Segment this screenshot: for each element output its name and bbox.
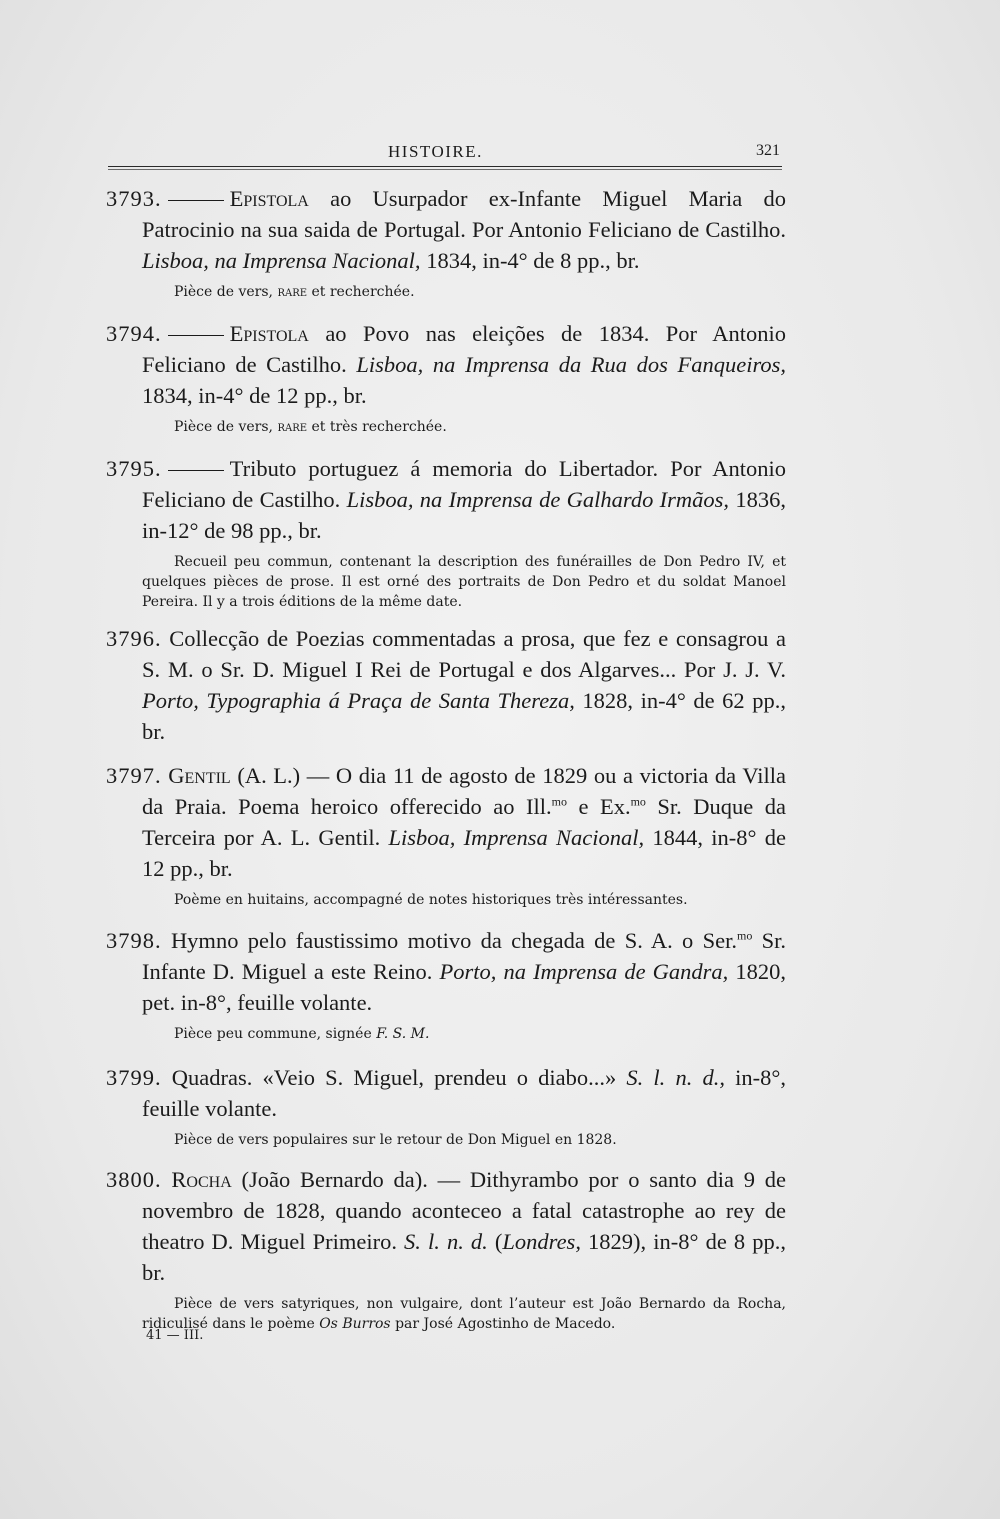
entry-body xyxy=(106,183,786,276)
entry-collation: 1834, in-4° de 12 pp., br. xyxy=(142,383,367,408)
entry-note: Pièce de vers populaires sur le retour de Don Miguel en 1828. xyxy=(174,1132,617,1148)
entry-body xyxy=(106,318,786,411)
entry-title: Hymno pelo faustissimo motivo da chegada de S. A. o Ser. xyxy=(170,928,737,953)
entry-body xyxy=(106,1062,786,1124)
note-initials: F. S. M. xyxy=(376,1026,430,1042)
superscript: mo xyxy=(551,794,567,809)
entry-title: Collecção de Poezias commentadas a prosa, que fez e consagrou a S. M. o Sr. D. Miguel I Rei de Portugal e dos Algarves... Por J. J. V. xyxy=(142,626,787,682)
entry-title: Dithyrambo por o santo dia 9 de novembro de 1828, quando aconteceo a fatal catastrophe ao rey de theatro D. Miguel Primeiro. xyxy=(142,1167,786,1254)
entry-body xyxy=(106,623,786,747)
entry-author: Epistola xyxy=(229,186,309,211)
entry-note xyxy=(106,1024,786,1044)
entry-author: Gentil xyxy=(168,763,231,788)
entry-number: 3796. xyxy=(106,626,162,651)
catalog-entry-3799 xyxy=(106,1062,786,1150)
catalog-entry-3793 xyxy=(106,183,786,302)
entry-title: O dia 11 de agosto de 1829 ou a victoria da Villa da Praia. Poema heroico offerecido ao Ill. xyxy=(142,763,787,819)
entry-body xyxy=(106,925,786,1018)
entry-collation: 1829), in-8° de 8 pp., br. xyxy=(142,1229,786,1285)
entry-collation: 1836, in-12° de 98 pp., br. xyxy=(142,487,787,543)
note-text: et très recherchée. xyxy=(307,419,447,435)
note-text: Pièce de vers, xyxy=(174,284,278,300)
page-number: 321 xyxy=(756,142,780,159)
entry-title-cont: Sr. Duque da Terceira por A. L. Gentil. xyxy=(142,794,787,850)
entry-imprint: Porto, na Imprensa de Gandra, xyxy=(439,959,729,984)
entry-imprint: S. l. n. d. xyxy=(404,1229,488,1254)
entry-author: Epistola xyxy=(229,321,309,346)
note-text: et recherchée. xyxy=(307,284,415,300)
entry-number: 3793. xyxy=(106,186,162,211)
catalog-entry-3800 xyxy=(106,1164,786,1334)
entry-note: Poème en huitains, accompagné de notes historiques très intéressantes. xyxy=(174,892,688,908)
entry-collation: 1844, in-8° de 12 pp., br. xyxy=(142,825,786,881)
entry-title: ao Povo nas eleições de 1834. Por Antonio Feliciano de Castilho. xyxy=(142,321,786,377)
header-rule xyxy=(108,166,782,167)
entry-collation: in-8°, feuille volante. xyxy=(142,1065,786,1121)
entry-note xyxy=(106,1294,786,1334)
entry-number: 3800. xyxy=(106,1167,162,1192)
note-text: par José Agostinho de Macedo. xyxy=(390,1316,616,1332)
entry-note: Recueil peu commun, contenant la description des funérailles de Don Pedro IV, et quelques pièces de prose. Il est orné des portraits de Don Pedro et du soldat Manoel Pereira. Il y a trois éditions de la même date. xyxy=(142,554,786,610)
entry-number: 3795. xyxy=(106,456,162,481)
note-rare: rare xyxy=(277,419,308,435)
note-work-title: Os Burros xyxy=(319,1316,391,1332)
entry-number: 3799. xyxy=(106,1065,162,1090)
ditto-dash xyxy=(168,335,224,336)
superscript: mo xyxy=(736,928,753,943)
catalog-entry-3796 xyxy=(106,623,786,747)
entry-collation: 1834, in-4° de 8 pp., br. xyxy=(420,248,640,273)
entry-number: 3798. xyxy=(106,928,162,953)
note-text: Pièce peu commune, signée xyxy=(174,1026,377,1042)
entry-title: Quadras. «Veio S. Miguel, prendeu o diabo...» xyxy=(171,1065,627,1090)
entry-note xyxy=(106,417,786,437)
entry-number: 3797. xyxy=(106,763,162,788)
catalog-entry-3798 xyxy=(106,925,786,1044)
entry-body xyxy=(106,453,786,546)
entry-imprint: S. l. n. d., xyxy=(626,1065,725,1090)
entry-author-name: (João Bernardo da). xyxy=(231,1167,428,1192)
entry-imprint: Lisboa, Imprensa Nacional, xyxy=(388,825,645,850)
entry-title: ao Usurpador ex-Infante Miguel Maria do Patrocinio na sua saida de Portugal. Por Antonio Feliciano de Castilho. xyxy=(142,186,786,242)
entry-collation: 1820, pet. in-8°, feuille volante. xyxy=(142,959,787,1015)
entry-author-initials: (A. L.) xyxy=(230,763,301,788)
running-title: HISTOIRE. xyxy=(388,142,483,161)
catalog-entry-3795 xyxy=(106,453,786,612)
note-text: Pièce de vers, xyxy=(174,419,278,435)
note-text: Pièce de vers satyriques, non vulgaire, dont l’auteur est João Bernardo da Rocha, ridiculisé dans le poème xyxy=(142,1296,786,1332)
entry-imprint: Lisboa, na Imprensa de Galhardo Irmãos, xyxy=(346,487,730,512)
ditto-dash xyxy=(168,200,224,201)
entry-imprint-place: Londres, xyxy=(502,1229,581,1254)
catalog-entry-3794 xyxy=(106,318,786,437)
entry-imprint: Lisboa, na Imprensa da Rua dos Fanqueiros, xyxy=(356,352,787,377)
entry-imprint: Lisboa, na Imprensa Nacional, xyxy=(142,248,421,273)
entry-author: Rocha xyxy=(171,1167,232,1192)
ditto-dash xyxy=(168,470,224,471)
entry-title-cont: e Ex. xyxy=(566,794,631,819)
superscript: mo xyxy=(630,794,646,809)
entry-collation: 1828, in-4° de 62 pp., br. xyxy=(142,688,786,744)
entry-title: Tributo portuguez á memoria do Libertador. Por Antonio Feliciano de Castilho. xyxy=(142,456,786,512)
entry-body: 3800. Rocha (João Bernardo da). — Dithyrambo por o santo dia 9 de novembro de 1828, quando aconteceo a fatal catastrophe ao rey de theatro D. Miguel Primeiro. S. l. n. d. (Londres, 1829), in-8° de 8 pp., br. xyxy=(106,1167,786,1285)
entry-paren: ( xyxy=(487,1229,503,1254)
header-rule-thin xyxy=(108,169,782,170)
signature-mark: 41 — III. xyxy=(146,1328,204,1343)
entry-title-cont: Sr. Infante D. Miguel a este Reino. xyxy=(142,928,787,984)
entry-body: 3797. Gentil (A. L.) — O dia 11 de agosto de 1829 ou a victoria da Villa da Praia. Poema heroico offerecido ao Ill.$^{mo}$ e Ex.$^{mo}$ Sr. Duque da Terceira por A. L. Gentil. Lisboa, Imprensa Nacional, 1844, in-8° de 12 pp., br. xyxy=(106,763,787,881)
entry-imprint: Porto, Typographia á Praça de Santa Thereza, xyxy=(142,688,575,713)
catalog-entry-3797 xyxy=(106,760,786,910)
entry-number: 3794. xyxy=(106,321,162,346)
note-rare: rare xyxy=(277,284,308,300)
entry-note xyxy=(106,282,786,302)
